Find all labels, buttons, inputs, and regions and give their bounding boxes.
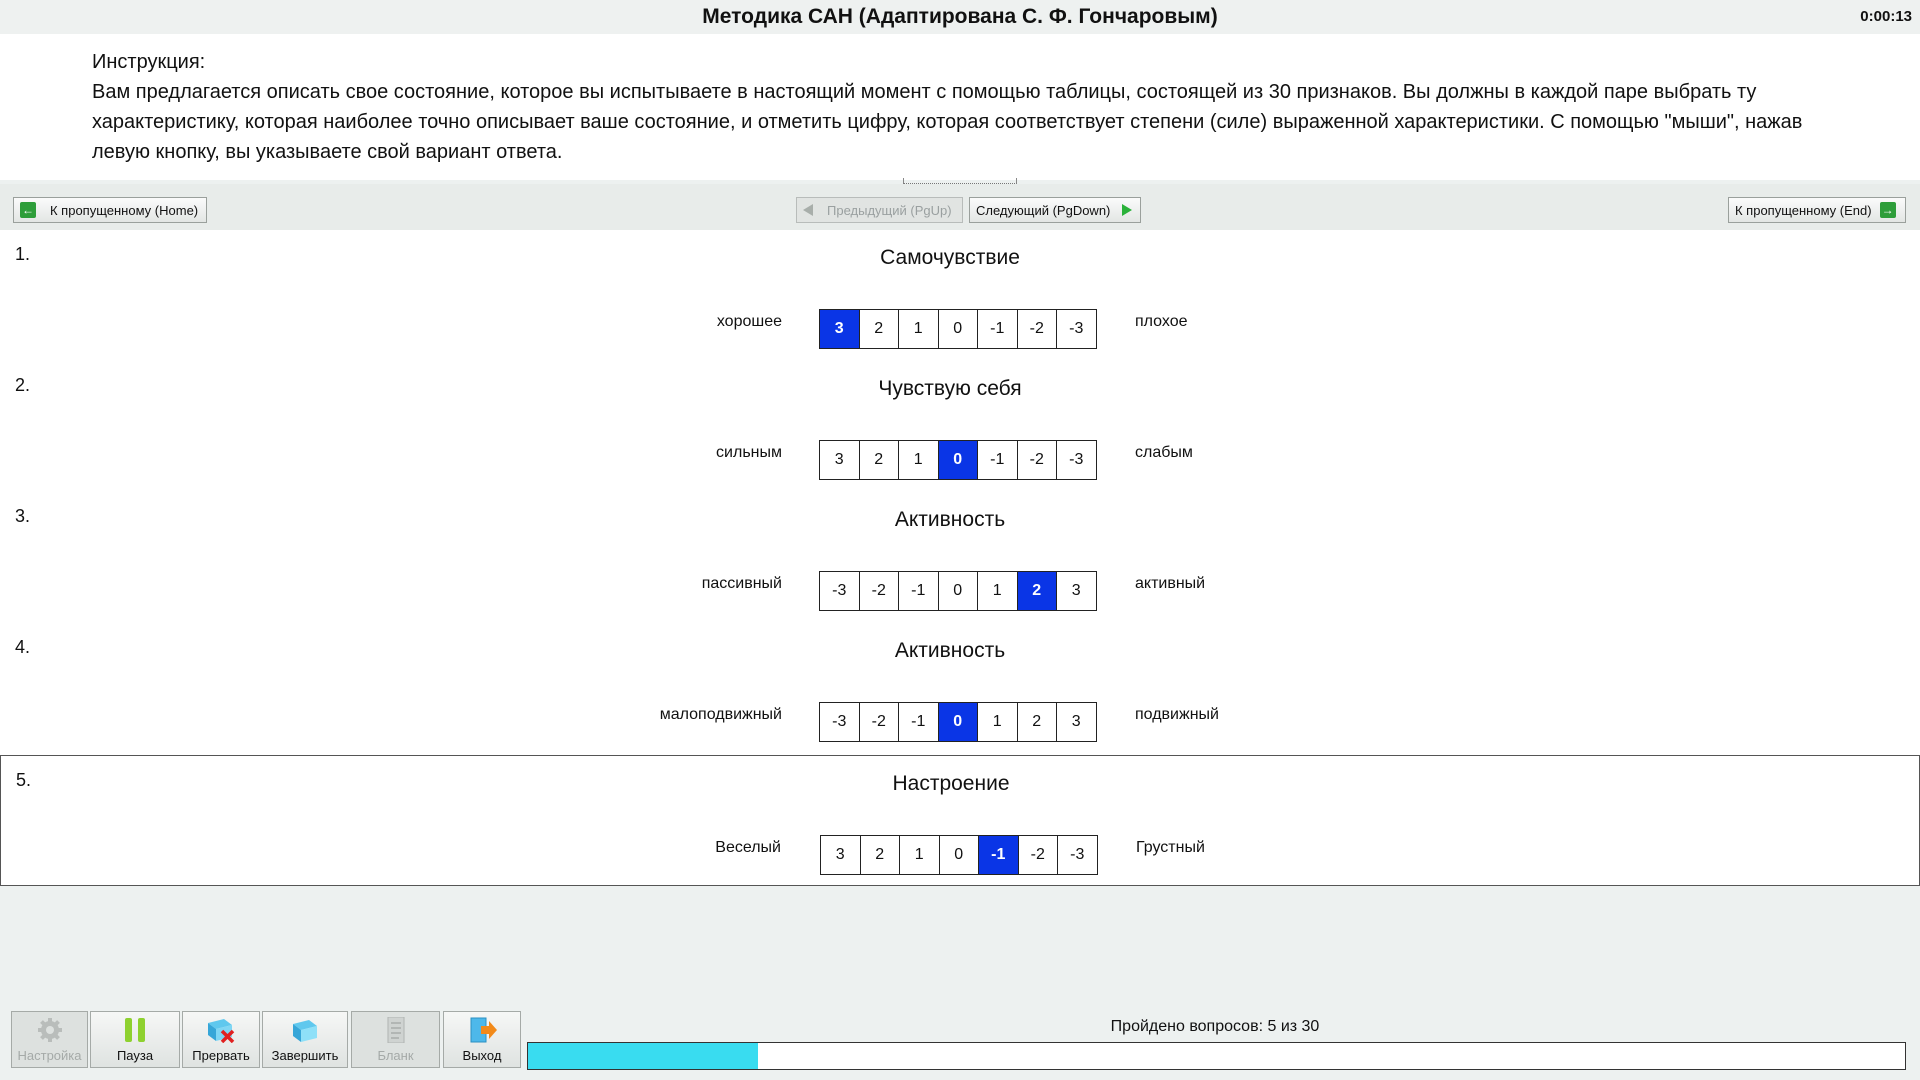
rating-option[interactable]: -3 bbox=[1057, 835, 1098, 875]
arrow-left-icon: ← bbox=[22, 203, 34, 217]
exit-label: Выход bbox=[462, 1048, 502, 1063]
rating-option-selected[interactable]: 3 bbox=[819, 309, 860, 349]
rating-option-selected[interactable]: -1 bbox=[978, 835, 1019, 875]
left-pole-label: Веселый bbox=[715, 839, 781, 856]
settings-button[interactable] bbox=[11, 1011, 88, 1068]
blank-button[interactable] bbox=[351, 1011, 440, 1068]
settings-label: Настройка bbox=[17, 1048, 82, 1063]
abort-label: Прервать bbox=[192, 1048, 250, 1063]
rating-option[interactable]: -3 bbox=[819, 702, 860, 742]
pause-label: Пауза bbox=[116, 1048, 154, 1063]
window-title: Методика САН (Адаптирована С. Ф. Гончаровым) bbox=[702, 5, 1218, 28]
right-pole-label: подвижный bbox=[1135, 706, 1219, 723]
questions-list bbox=[0, 230, 1920, 886]
question-item bbox=[0, 230, 1920, 361]
rating-option[interactable]: 3 bbox=[820, 835, 861, 875]
rating-option[interactable]: -2 bbox=[1017, 440, 1058, 480]
finish-button[interactable] bbox=[262, 1011, 348, 1068]
rating-option[interactable]: -3 bbox=[1056, 309, 1097, 349]
rating-option[interactable]: 2 bbox=[860, 835, 901, 875]
rating-option[interactable]: 3 bbox=[1056, 702, 1097, 742]
blank-label: Бланк bbox=[377, 1048, 414, 1063]
triangle-right-icon bbox=[1122, 204, 1132, 216]
rating-option[interactable]: 1 bbox=[898, 440, 939, 480]
question-title: Активность bbox=[894, 508, 1006, 531]
rating-option[interactable]: 2 bbox=[859, 309, 900, 349]
rating-option[interactable]: 1 bbox=[898, 309, 939, 349]
skipped-end-button[interactable] bbox=[1728, 197, 1906, 223]
elapsed-timer: 0:00:13 bbox=[1860, 8, 1912, 25]
rating-option[interactable]: 2 bbox=[859, 440, 900, 480]
pause-icon bbox=[120, 1017, 150, 1043]
navigation-bar bbox=[0, 184, 1920, 230]
left-pole-label: сильным bbox=[716, 444, 782, 461]
rating-scale bbox=[819, 309, 1096, 349]
rating-option[interactable]: 0 bbox=[938, 571, 979, 611]
question-number: 1. bbox=[15, 244, 31, 264]
exit-icon bbox=[467, 1017, 497, 1043]
document-icon bbox=[381, 1017, 411, 1043]
question-number: 5. bbox=[16, 770, 32, 790]
rating-option[interactable]: 3 bbox=[1056, 571, 1097, 611]
right-pole-label: слабым bbox=[1135, 444, 1193, 461]
rating-option[interactable]: 1 bbox=[899, 835, 940, 875]
question-item bbox=[0, 623, 1920, 754]
right-pole-label: плохое bbox=[1135, 313, 1188, 330]
next-label: Следующий (PgDown) bbox=[976, 202, 1111, 218]
instruction-heading: Инструкция: bbox=[92, 51, 206, 73]
abort-button[interactable] bbox=[182, 1011, 260, 1068]
rating-option[interactable]: -3 bbox=[1056, 440, 1097, 480]
instruction-panel bbox=[0, 34, 1920, 180]
rating-option[interactable]: -3 bbox=[819, 571, 860, 611]
gear-icon bbox=[35, 1017, 65, 1043]
finish-label: Завершить bbox=[271, 1048, 339, 1063]
rating-scale bbox=[819, 571, 1096, 611]
rating-option[interactable]: -1 bbox=[977, 440, 1018, 480]
exit-button[interactable] bbox=[443, 1011, 521, 1068]
arrow-right-icon: → bbox=[1881, 203, 1894, 217]
instruction-text: Вам предлагается описать свое состояние, которое вы испытываете в настоящий момент с помощью таблицы, состоящей из 30 признаков. Вы должны в каждой паре выбрать ту характеристику, которая наиболее точно описывает ваше состояние, и отметить цифру, которая соответствует степени (силе) выраженной характеристики. С помощью "мыши", нажав левую кнопку, вы указываете свой вариант ответа. bbox=[92, 81, 1803, 163]
skipped-home-label: К пропущенному (Home) bbox=[50, 202, 199, 218]
right-pole-label: Грустный bbox=[1136, 839, 1205, 856]
rating-option[interactable]: -2 bbox=[1017, 309, 1058, 349]
abort-icon bbox=[206, 1017, 236, 1043]
progress-label: Пройдено вопросов: 5 из 30 bbox=[1110, 1018, 1320, 1035]
box-icon bbox=[290, 1017, 320, 1043]
rating-scale bbox=[819, 702, 1096, 742]
rating-option-selected[interactable]: 0 bbox=[938, 702, 979, 742]
rating-option[interactable]: 0 bbox=[939, 835, 980, 875]
triangle-left-icon bbox=[803, 204, 813, 216]
rating-option-selected[interactable]: 2 bbox=[1017, 571, 1058, 611]
previous-label: Предыдущий (PgUp) bbox=[827, 202, 952, 218]
question-number: 2. bbox=[15, 375, 31, 395]
rating-option[interactable]: 3 bbox=[819, 440, 860, 480]
progress-bar bbox=[527, 1042, 1906, 1070]
rating-option-selected[interactable]: 0 bbox=[938, 440, 979, 480]
question-item bbox=[0, 361, 1920, 492]
rating-option[interactable]: 2 bbox=[1017, 702, 1058, 742]
pause-button[interactable] bbox=[90, 1011, 180, 1068]
rating-scale bbox=[820, 835, 1097, 875]
bottom-toolbar bbox=[0, 886, 1920, 1080]
rating-option[interactable]: 1 bbox=[977, 702, 1018, 742]
previous-button[interactable] bbox=[796, 197, 963, 223]
question-item bbox=[0, 492, 1920, 623]
skipped-home-button[interactable] bbox=[13, 197, 207, 223]
question-number: 4. bbox=[15, 637, 31, 657]
question-item-active bbox=[0, 755, 1920, 886]
rating-option[interactable]: 1 bbox=[977, 571, 1018, 611]
progress-bar-fill bbox=[528, 1043, 758, 1069]
left-pole-label: пассивный bbox=[701, 575, 782, 592]
question-title: Чувствую себя bbox=[878, 377, 1022, 400]
question-number: 3. bbox=[15, 506, 31, 526]
next-button[interactable] bbox=[969, 197, 1141, 223]
left-pole-label: хорошее bbox=[716, 313, 782, 330]
rating-option[interactable]: -2 bbox=[859, 571, 900, 611]
question-title: Самочувствие bbox=[880, 246, 1020, 269]
right-pole-label: активный bbox=[1135, 575, 1206, 592]
title-bar bbox=[0, 0, 1920, 34]
rating-option[interactable]: -1 bbox=[977, 309, 1018, 349]
rating-scale bbox=[819, 440, 1096, 480]
rating-option[interactable]: -1 bbox=[898, 571, 939, 611]
question-title: Активность bbox=[894, 639, 1006, 662]
rating-option[interactable]: -2 bbox=[859, 702, 900, 742]
skipped-end-label: К пропущенному (End) bbox=[1735, 202, 1872, 218]
left-pole-label: малоподвижный bbox=[659, 706, 782, 723]
question-title: Настроение bbox=[892, 772, 1010, 795]
rating-option[interactable]: 0 bbox=[938, 309, 979, 349]
rating-option[interactable]: -2 bbox=[1018, 835, 1059, 875]
rating-option[interactable]: -1 bbox=[898, 702, 939, 742]
